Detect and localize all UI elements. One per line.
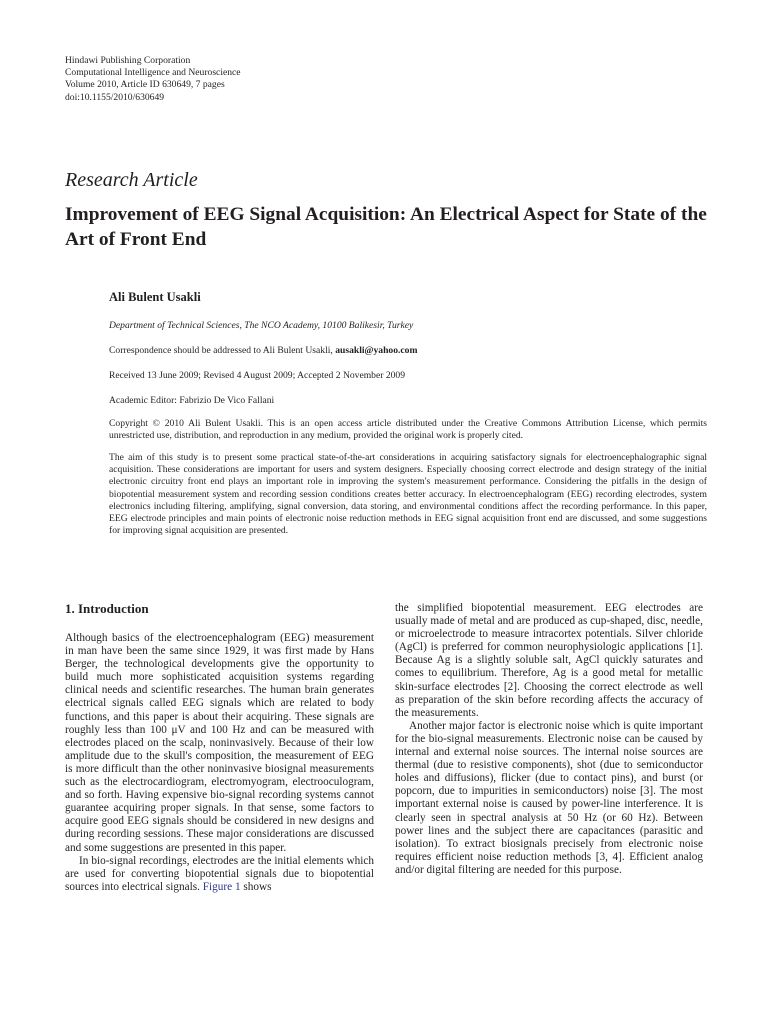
copyright-notice: Copyright © 2010 Ali Bulent Usakli. This is an open access article distributed under the Creative Commons Attribution License, which permits unrestricted use, distribution, and reproduction in any medium, provided the original work is properly cited. (109, 418, 707, 442)
intro-paragraph-1: Although basics of the electroencephalogram (EEG) measurement in man have been the same since 1929, it was first made by Hans Berger, the technological developments give the opportunity to build much more sophisticated acquisition systems regarding clinical needs and scientific researches. The human brain generates electrical signals called EEG signals which are related to body functions, and this paper is about their acquiring. These signals are roughly less than 100 μV and 100 Hz and can be measured with electrodes placed on the scalp, noninvasively. Because of their low amplitude due to the skull's composition, the measurement of EEG is more difficult than the other noninvasive biosignal measurements such as the electrocardiogram, electromyogram, electrooculogram, and so forth. Having expensive bio-signal recording systems cannot guarantee acquiring proper signals. In that sense, some factors to acquire good EEG signals should be considered in new designs and during recording sessions. These major considerations are discussed and some suggestions are presented in this paper. (65, 632, 374, 854)
article-type: Research Article (65, 169, 198, 191)
author-affiliation: Department of Technical Sciences, The NCO Academy, 10100 Balikesir, Turkey (109, 320, 414, 331)
intro-paragraph-3: the simplified biopotential measurement. EEG electrodes are usually made of metal and are produced as cup-shaped, disc, needle, or microelectrode to measure intracortex potentials. Silver chloride (AgCl) is preferred for common neurophysiologic applications [1]. Because Ag is a slightly soluble salt, AgCl quickly saturates and comes to equilibrium. Therefore, Ag is a good metal for metallic skin-surface electrodes [2]. Choosing the correct electrode as well as preparation of the skin before recording affects the accuracy of the measurements. (395, 602, 703, 719)
correspondence-text: Correspondence should be addressed to Ali Bulent Usakli, (109, 345, 336, 356)
right-column (395, 602, 703, 877)
publisher-name: Hindawi Publishing Corporation (65, 55, 191, 66)
intro-paragraph-2-text: In bio-signal recordings, electrodes are the initial elements which are used for converting biopotential signals due to biopotential sources into electrical signals. (65, 854, 374, 893)
article-title: Improvement of EEG Signal Acquisition: An Electrical Aspect for State of the Art of Front End (65, 204, 707, 250)
left-column (65, 632, 374, 894)
author-name: Ali Bulent Usakli (109, 290, 201, 304)
figure-1-link[interactable]: Figure 1 (202, 880, 241, 893)
correspondence-email[interactable]: ausakli@yahoo.com (335, 345, 418, 356)
journal-name: Computational Intelligence and Neuroscience (65, 67, 241, 79)
section-title: 1. Introduction (65, 601, 149, 616)
intro-paragraph-2 (65, 855, 374, 894)
intro-paragraph-2-end: shows (240, 880, 272, 893)
journal-header (65, 55, 241, 104)
intro-paragraph-4: Another major factor is electronic noise which is quite important for the bio-signal measurements. Electronic noise can be caused by internal and external noise sources. The internal noise sources are thermal (due to resistive components), shot (due to semiconductor holes and diffusions), flicker (due to contact pins), and burst (or popcorn, due to impurities in semiconductors) noise [3]. The most important external noise is caused by power-line interference. It is clearly seen in spectral analysis at 50 Hz (or 60 Hz). Between power lines and the subject there are capacitances (parasitic and isolation). To extract biosignals precisely from electronic noise requires efficient noise reduction methods [3, 4]. Efficient analog and/or digital filtering are needed for this purpose. (395, 719, 703, 876)
article-dates: Received 13 June 2009; Revised 4 August 2009; Accepted 2 November 2009 (109, 370, 406, 381)
academic-editor: Academic Editor: Fabrizio De Vico Fallani (109, 395, 275, 406)
correspondence (109, 345, 417, 356)
volume-info: Volume 2010, Article ID 630649, 7 pages (65, 79, 225, 91)
abstract: The aim of this study is to present some practical state-of-the-art considerations in acquiring satisfactory signals for electroencephalographic signal acquisition. These considerations are important for users and system designers. Especially choosing correct electrode and design strategy of the initial electronic circuitry front end plays an important role in improving the system's measurement performance. Considering the pitfalls in the design of biopotential measurement system and recording session conditions creates better accuracy. In electroencephalogram (EEG) recording electrodes, system electronics including filtering, amplifying, signal conversion, data storing, and environmental conditions affect the recording performance. In this paper, EEG electrode principles and main points of electronic noise reduction methods in EEG signal acquisition front end are discussed, and some suggestions for improving signal acquisition are presented. (109, 452, 707, 537)
doi[interactable]: doi:10.1155/2010/630649 (65, 91, 165, 103)
